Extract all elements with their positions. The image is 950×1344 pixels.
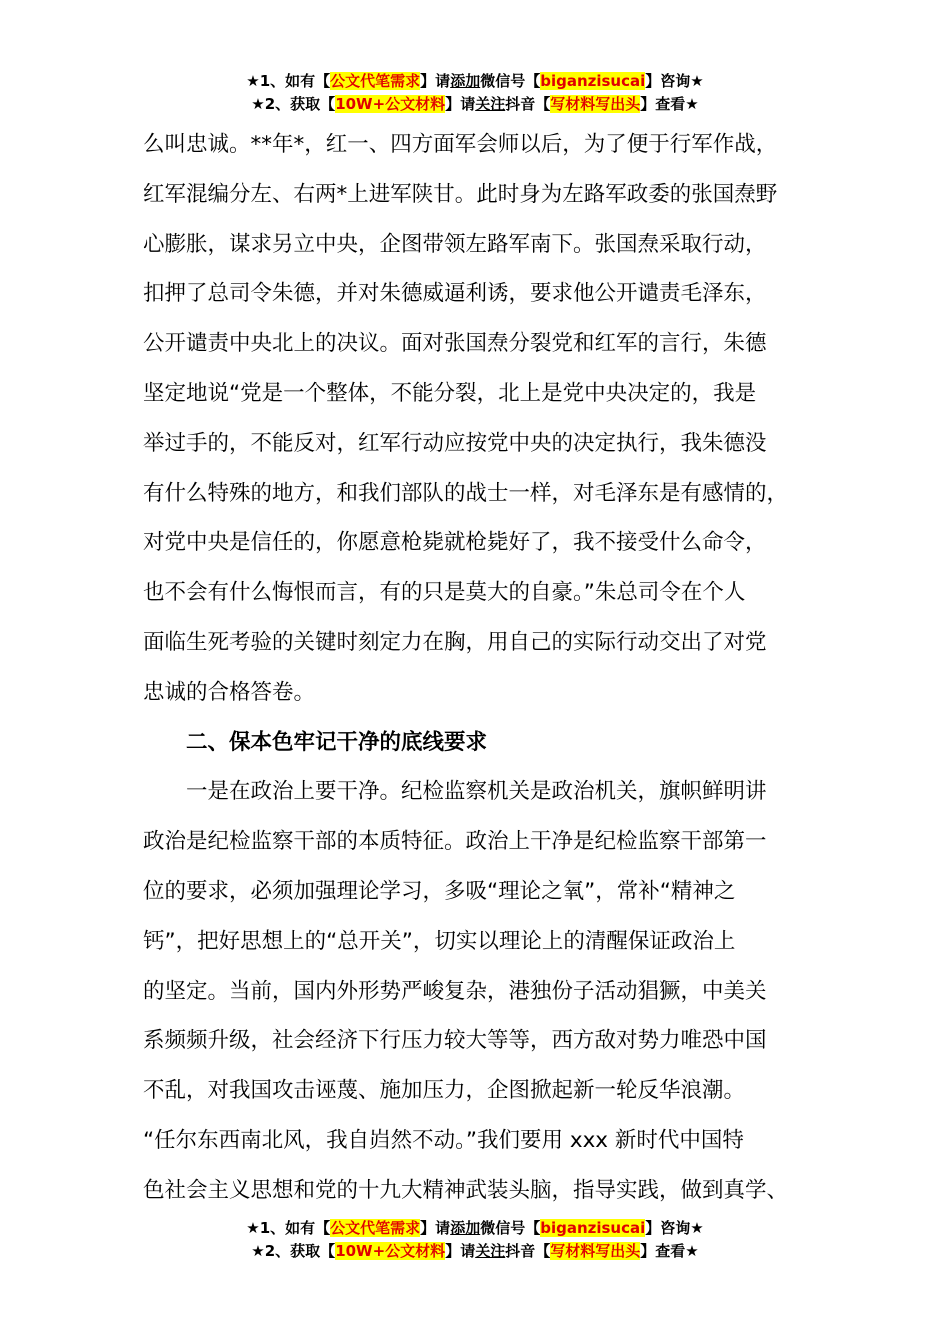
body-line: 政治是纪检监察干部的本质特征。政治上干净是纪检监察干部第一 (143, 829, 767, 855)
banner-line-1 (0, 70, 950, 93)
footer-banner (0, 1217, 950, 1263)
banner-text: 】咨询★ (645, 1219, 704, 1237)
body-line: 对党中央是信任的，你愿意枪毙就枪毙好了，我不接受什么命令， (143, 530, 767, 556)
body-line: 举过手的，不能反对，红军行动应按党中央的决定执行，我朱德没 (143, 430, 767, 456)
body-line: 红军混编分左、右两*上进军陕甘。此时身为左路军政委的张国焘野 (143, 181, 778, 207)
banner-text: ★2、获取【 (251, 95, 336, 113)
banner-highlight: 10W+公文材料 (335, 1242, 446, 1260)
douyin-highlight: 写材料写出头 (550, 95, 641, 113)
body-line: 的坚定。当前，国内外形势严峻复杂，港独份子活动猖獗，中美关 (143, 978, 767, 1004)
document-body (143, 120, 833, 1216)
banner-text: 】请 (420, 72, 451, 90)
section-heading: 二、保本色牢记干净的底线要求 (143, 729, 488, 755)
body-line: 色社会主义思想和党的十九大精神武装头脑，指导实践，做到真学、 (143, 1177, 789, 1203)
banner-text: 微信号【 (480, 72, 541, 90)
banner-underlined: 关注 (475, 1242, 506, 1260)
banner-text: 】请 (420, 1219, 451, 1237)
wechat-id-highlight: biganzisucai (540, 72, 646, 90)
banner-text: 】请 (445, 1242, 476, 1260)
body-line: 钙”，把好思想上的“总开关”，切实以理论上的清醒保证政治上 (143, 928, 736, 954)
banner-text: 微信号【 (480, 1219, 541, 1237)
banner-text: 】查看★ (640, 95, 699, 113)
banner-text: 】请 (445, 95, 476, 113)
banner-text: 】查看★ (640, 1242, 699, 1260)
body-line: 不乱，对我国攻击诬蔑、施加压力，企图掀起新一轮反华浪潮。 (143, 1078, 746, 1104)
header-banner (0, 70, 950, 116)
douyin-highlight: 写材料写出头 (550, 1242, 641, 1260)
banner-text: ★1、如有【 (246, 1219, 331, 1237)
banner-text: 抖音【 (505, 1242, 551, 1260)
banner-line-2 (0, 93, 950, 116)
banner-highlight: 公文代笔需求 (330, 72, 421, 90)
body-line: “任尔东西南北风，我自岿然不动。”我们要用 xxx 新时代中国特 (143, 1127, 744, 1153)
banner-highlight: 公文代笔需求 (330, 1219, 421, 1237)
banner-underlined: 关注 (475, 95, 506, 113)
body-line: 忠诚的合格答卷。 (143, 679, 316, 705)
body-line: 也不会有什么悔恨而言，有的只是莫大的自豪。”朱总司令在个人 (143, 580, 746, 606)
body-line: 有什么特殊的地方，和我们部队的战士一样，对毛泽东是有感情的， (143, 480, 789, 506)
banner-underlined: 添加 (450, 72, 481, 90)
banner-text: ★1、如有【 (246, 72, 331, 90)
body-line: 位的要求，必须加强理论学习，多吸“理论之氧”，常补“精神之 (143, 878, 736, 904)
banner-highlight: 10W+公文材料 (335, 95, 446, 113)
body-line: 系频频升级，社会经济下行压力较大等等，西方敌对势力唯恐中国 (143, 1028, 767, 1054)
body-line: 坚定地说“党是一个整体，不能分裂，北上是党中央决定的，我是 (143, 380, 757, 406)
body-line: 么叫忠诚。**年*，红一、四方面军会师以后，为了便于行军作战， (143, 132, 778, 157)
banner-underlined: 添加 (450, 1219, 481, 1237)
wechat-id-highlight: biganzisucai (540, 1219, 646, 1237)
banner-line-2 (0, 1240, 950, 1263)
banner-text: 】咨询★ (645, 72, 704, 90)
body-line: 扣押了总司令朱德，并对朱德威逼利诱，要求他公开谴责毛泽东， (143, 281, 767, 307)
banner-line-1 (0, 1217, 950, 1240)
banner-text: 抖音【 (505, 95, 551, 113)
body-line: 一是在政治上要干净。纪检监察机关是政治机关，旗帜鲜明讲 (143, 779, 767, 805)
banner-text: ★2、获取【 (251, 1242, 336, 1260)
body-line: 公开谴责中央北上的决议。面对张国焘分裂党和红军的言行，朱德 (143, 331, 767, 357)
body-line: 面临生死考验的关键时刻定力在胸，用自己的实际行动交出了对党 (143, 629, 767, 655)
body-line: 心膨胀，谋求另立中央，企图带领左路军南下。张国焘采取行动， (143, 231, 767, 257)
